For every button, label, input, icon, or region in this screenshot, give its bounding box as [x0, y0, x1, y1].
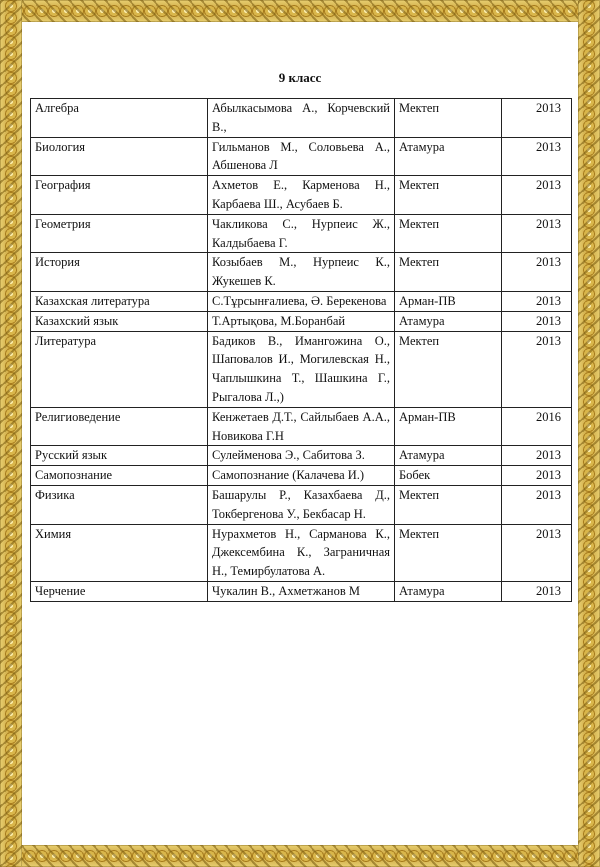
authors-cell: Кенжетаев Д.Т., Сайлыбаев А.А., Новикова Г.Н	[208, 407, 395, 446]
authors-cell: Нурахметов Н., Сарманова К., Джексембина К., Заграничная Н., Темирбулатова А.	[208, 524, 395, 581]
border-right	[578, 0, 600, 867]
subject-cell: Биология	[31, 137, 208, 176]
publisher-cell: Атамура	[395, 137, 502, 176]
subject-cell: Алгебра	[31, 99, 208, 138]
table-row	[31, 253, 572, 292]
subject-cell: Геометрия	[31, 214, 208, 253]
textbook-table	[30, 98, 572, 602]
table-row	[31, 214, 572, 253]
publisher-cell: Арман-ПВ	[395, 291, 502, 311]
year-cell: 2013	[502, 137, 572, 176]
publisher-cell: Мектеп	[395, 485, 502, 524]
authors-cell: Т.Артықова, М.Боранбай	[208, 311, 395, 331]
subject-cell: Самопознание	[31, 466, 208, 486]
publisher-cell: Мектеп	[395, 214, 502, 253]
authors-cell: Чакликова С., Нурпеис Ж., Калдыбаева Г.	[208, 214, 395, 253]
subject-cell: Черчение	[31, 581, 208, 601]
authors-cell: Ахметов Е., Карменова Н., Карбаева Ш., Асубаев Б.	[208, 176, 395, 215]
year-cell: 2013	[502, 311, 572, 331]
publisher-cell: Атамура	[395, 446, 502, 466]
document-page	[30, 30, 570, 837]
authors-cell: Гильманов М., Соловьева А., Абшенова Л	[208, 137, 395, 176]
table-row	[31, 581, 572, 601]
subject-cell: Литература	[31, 331, 208, 407]
authors-cell: Чукалин В., Ахметжанов М	[208, 581, 395, 601]
subject-cell: Религиоведение	[31, 407, 208, 446]
publisher-cell: Арман-ПВ	[395, 407, 502, 446]
year-cell: 2013	[502, 466, 572, 486]
table-row	[31, 291, 572, 311]
year-cell: 2013	[502, 331, 572, 407]
page-title: 9 класс	[278, 70, 322, 85]
publisher-cell: Атамура	[395, 581, 502, 601]
year-cell: 2013	[502, 214, 572, 253]
subject-cell: Казахская литература	[31, 291, 208, 311]
table-body	[31, 99, 572, 602]
year-cell: 2013	[502, 581, 572, 601]
authors-cell: Абылкасымова А., Корчевский В.,	[208, 99, 395, 138]
authors-cell: С.Тұрсынғалиева, Ә. Берекенова	[208, 291, 395, 311]
authors-cell: Самопознание (Калачева И.)	[208, 466, 395, 486]
authors-cell: Сулейменова Э., Сабитова З.	[208, 446, 395, 466]
year-cell: 2013	[502, 524, 572, 581]
publisher-cell: Мектеп	[395, 253, 502, 292]
border-bottom	[0, 845, 600, 867]
publisher-cell: Атамура	[395, 311, 502, 331]
table-row	[31, 485, 572, 524]
table-row	[31, 446, 572, 466]
table-row	[31, 466, 572, 486]
table-row	[31, 311, 572, 331]
table-row	[31, 99, 572, 138]
authors-cell: Козыбаев М., Нурпеис К., Жукешев К.	[208, 253, 395, 292]
authors-cell: Бадиков В., Имангожина О., Шаповалов И., Могилевская Н., Чаплышкина Т., Шашкина Г., Рыгалова Л.,)	[208, 331, 395, 407]
publisher-cell: Бобек	[395, 466, 502, 486]
border-top	[0, 0, 600, 22]
year-cell: 2013	[502, 99, 572, 138]
year-cell: 2013	[502, 253, 572, 292]
publisher-cell: Мектеп	[395, 176, 502, 215]
year-cell: 2013	[502, 485, 572, 524]
subject-cell: История	[31, 253, 208, 292]
subject-cell: Химия	[31, 524, 208, 581]
border-left	[0, 0, 22, 867]
year-cell: 2013	[502, 446, 572, 466]
table-row	[31, 407, 572, 446]
table-row	[31, 137, 572, 176]
publisher-cell: Мектеп	[395, 331, 502, 407]
publisher-cell: Мектеп	[395, 99, 502, 138]
year-cell: 2016	[502, 407, 572, 446]
subject-cell: География	[31, 176, 208, 215]
table-row	[31, 524, 572, 581]
year-cell: 2013	[502, 176, 572, 215]
subject-cell: Физика	[31, 485, 208, 524]
year-cell: 2013	[502, 291, 572, 311]
authors-cell: Башарулы Р., Казахбаева Д., Токбергенова У., Бекбасар Н.	[208, 485, 395, 524]
subject-cell: Казахский язык	[31, 311, 208, 331]
subject-cell: Русский язык	[31, 446, 208, 466]
table-row	[31, 176, 572, 215]
publisher-cell: Мектеп	[395, 524, 502, 581]
table-row	[31, 331, 572, 407]
